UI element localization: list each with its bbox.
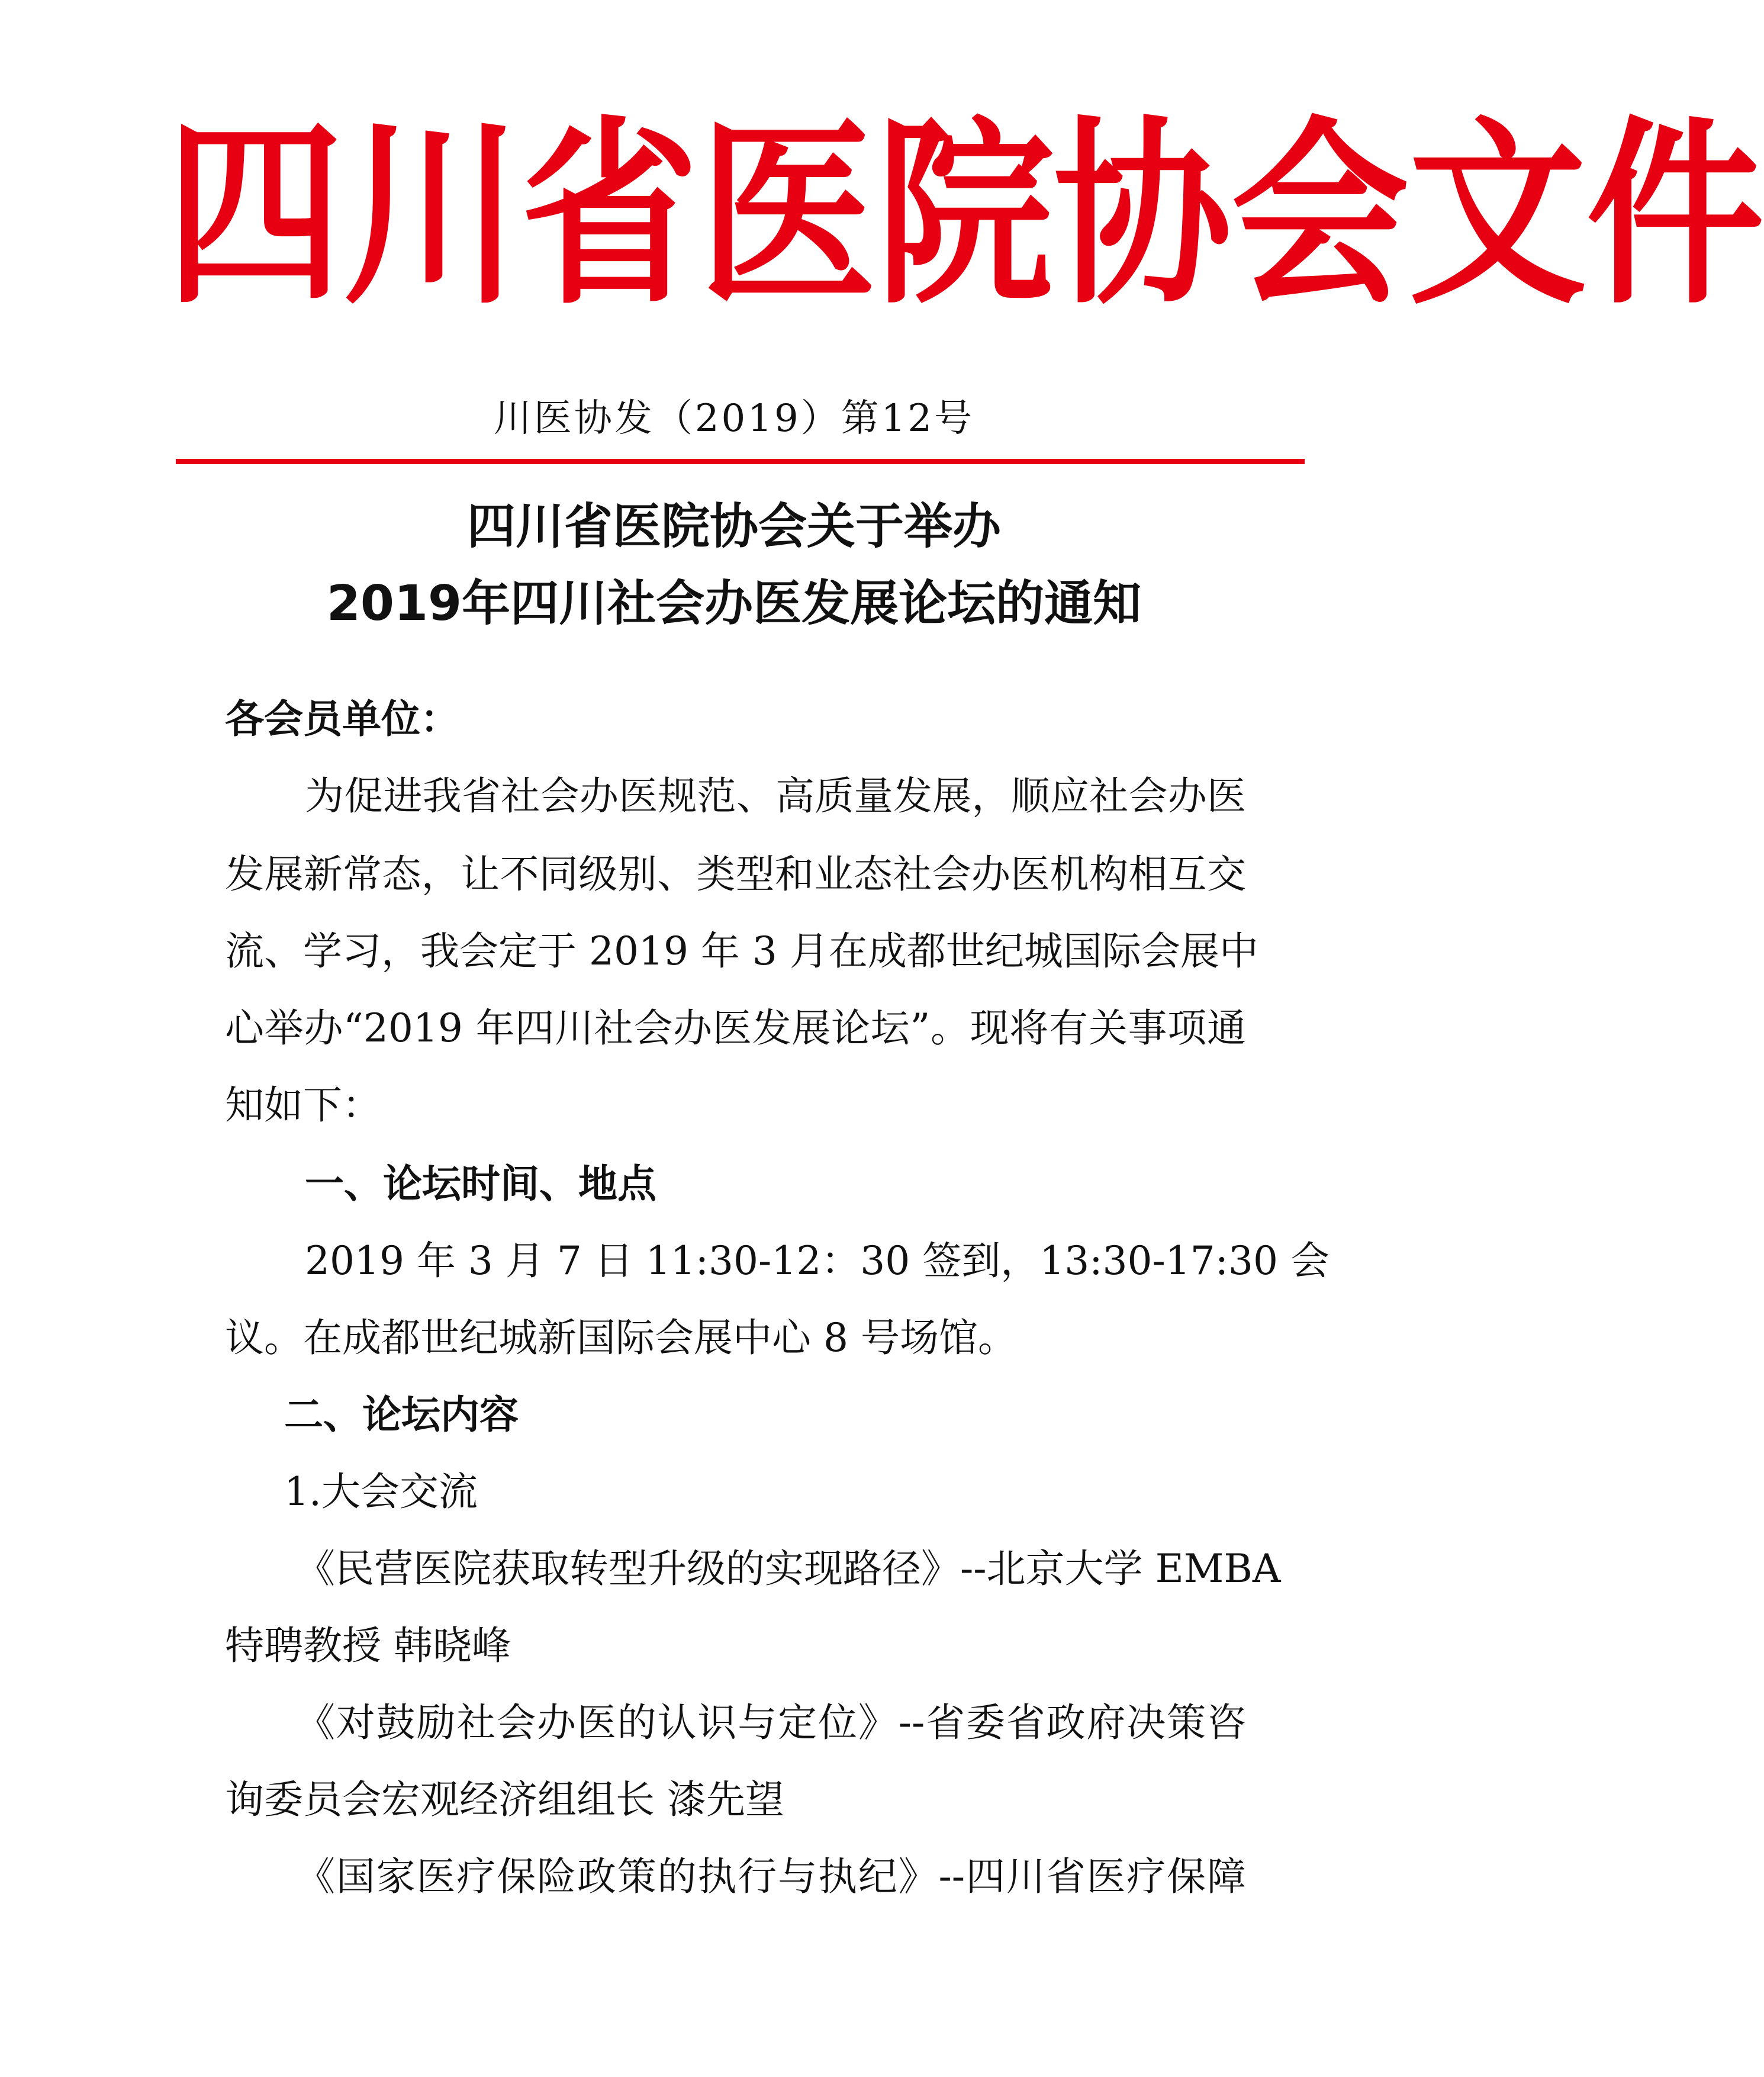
intro-line-1: 为促进我省社会办医规范、高质量发展，顺应社会办医 xyxy=(305,773,1246,819)
talk-line-3: 《对鼓励社会办医的认识与定位》--省委省政府决策咨 xyxy=(296,1700,1246,1745)
talk-line-1: 《民营医院获取转型升级的实现路径》--北京大学 EMBA xyxy=(296,1546,1281,1591)
subsection-plenary: 1.大会交流 xyxy=(284,1469,478,1515)
salutation: 各会员单位： xyxy=(225,696,459,742)
talk-line-2: 特聘教授 韩晓峰 xyxy=(225,1623,511,1668)
red-divider-line xyxy=(176,459,1305,464)
section1-line-1: 2019 年 3 月 7 日 11:30-12：30 签到，13:30-17:30 会 xyxy=(305,1238,1330,1284)
section1-line-2: 议。在成都世纪城新国际会展中心 8 号场馆。 xyxy=(225,1315,1017,1361)
notice-title-line-2: 2019年四川社会办医发展论坛的通知 xyxy=(326,575,1142,632)
masthead-title: 四川省医院协会文件 xyxy=(166,99,1764,332)
document-number: 川医协发（2019）第12号 xyxy=(493,397,975,441)
intro-line-5: 知如下： xyxy=(225,1082,381,1128)
section-heading-time-place: 一、论坛时间、地点 xyxy=(305,1161,656,1207)
intro-line-3: 流、学习，我会定于 2019 年 3 月在成都世纪城国际会展中 xyxy=(225,928,1258,974)
section-heading-content: 二、论坛内容 xyxy=(284,1392,519,1438)
talk-line-5: 《国家医疗保险政策的执行与执纪》--四川省医疗保障 xyxy=(296,1854,1246,1899)
talk-line-4: 询委员会宏观经济组组长 漆先望 xyxy=(225,1777,784,1822)
intro-line-2: 发展新常态，让不同级别、类型和业态社会办医机构相互交 xyxy=(225,851,1246,897)
intro-line-4: 心举办“2019 年四川社会办医发展论坛”。现将有关事项通 xyxy=(225,1005,1246,1051)
notice-title-line-1: 四川省医院协会关于举办 xyxy=(466,499,1001,555)
